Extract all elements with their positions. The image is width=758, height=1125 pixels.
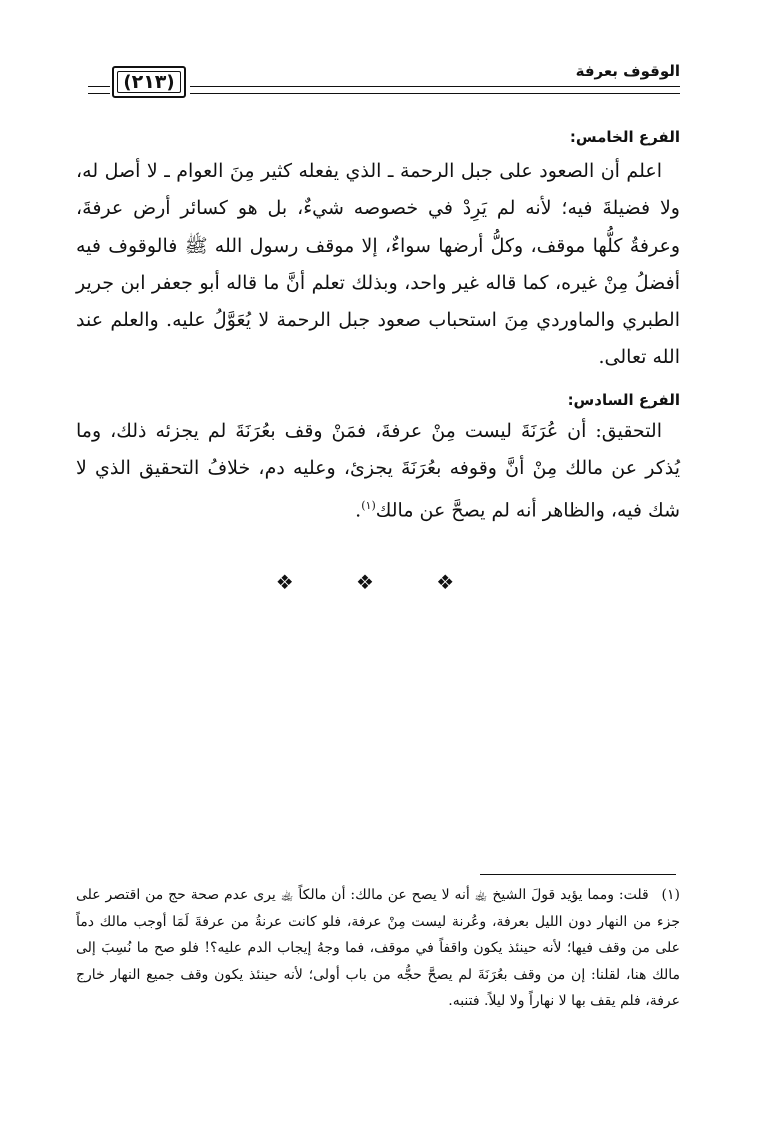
section-paragraph: اعلم أن الصعود على جبل الرحمة ـ الذي يفعله كثير مِنَ العوام ـ لا أصل له، ولا فضيلةَ فيه؛ لأنه لم يَرِدْ في خصوصه شيءٌ، بل هو كسائر أرض عرفةَ، وعرفةُ كلُّها موقف، وكلُّ أرضها سواءٌ، إلا موقف رسول الله ﷺ فالوقوف فيه أفضلُ مِنْ غيره، كما قاله غير واحد، وبذلك تعلم أنَّ ما قاله أبو جعفر ابن جرير الطبري والماوردي مِنَ استحباب صعود جبل الرحمة لا يُعَوَّلُ عليه. والعلم عند الله تعالى.	[76, 160, 680, 369]
header-rule-right	[190, 86, 680, 94]
running-title: الوقوف بعرفة	[575, 62, 680, 80]
section-heading: الفرع السادس:	[567, 390, 680, 409]
paragraph-text: التحقيق: أن عُرَنَةَ ليست مِنْ عرفةَ، فمَنْ وقف بعُرَنَةَ لم يجزئه ذلك، وما يُذكر عن مالك مِنْ أنَّ وقوفه بعُرَنَةَ يجزئ، وعليه دم، خلافُ التحقيق الذي لا شك فيه، والظاهر أنه لم يصحَّ عن مالك	[76, 419, 680, 522]
paragraph-end: .	[355, 499, 362, 522]
section-heading: الفرع الخامس:	[569, 128, 680, 146]
section-divider-ornament: ❖ ❖ ❖	[275, 570, 483, 594]
page-header	[88, 56, 680, 100]
footnote-separator	[480, 874, 676, 875]
footnote	[76, 882, 680, 1015]
footnote-reference: (١)	[361, 499, 376, 513]
footnote-number: (١)	[661, 887, 681, 903]
header-rule-left	[88, 86, 110, 94]
page-number: ٢١٣	[131, 71, 167, 93]
section-paragraph	[76, 413, 680, 530]
main-text	[76, 124, 680, 530]
footnote-text: قلت: ومما يؤيد قولَ الشيخ ﵀ أنه لا يصح عن مالك: أن مالكاً ﵀ يرى عدم صحة حج من اقتصر على جزء من النهار دون الليل بعرفة، وعُرنة ليست مِنْ عرفة، فلو كانت عرنةُ من عرفةَ لَمَا أوجب مالك دماً على من وقف فيها؛ لأنه حينئذ يكون واقفاً في موقف، فما وجهُ إيجاب الدم عليه؟! فلو صح ما نُسِبَ إلى مالك هنا، لقلنا: إن من وقف بعُرَنَةَ لم يصحَّ حجُّه من باب أولى؛ لأنه حينئذ يكون وقف جميع النهار خارج عرفة، فلم يقف بها لا نهاراً ولا ليلاً. فتنبه.	[76, 887, 680, 1009]
page-number-frame: ( ٢١٣ )	[112, 66, 186, 98]
